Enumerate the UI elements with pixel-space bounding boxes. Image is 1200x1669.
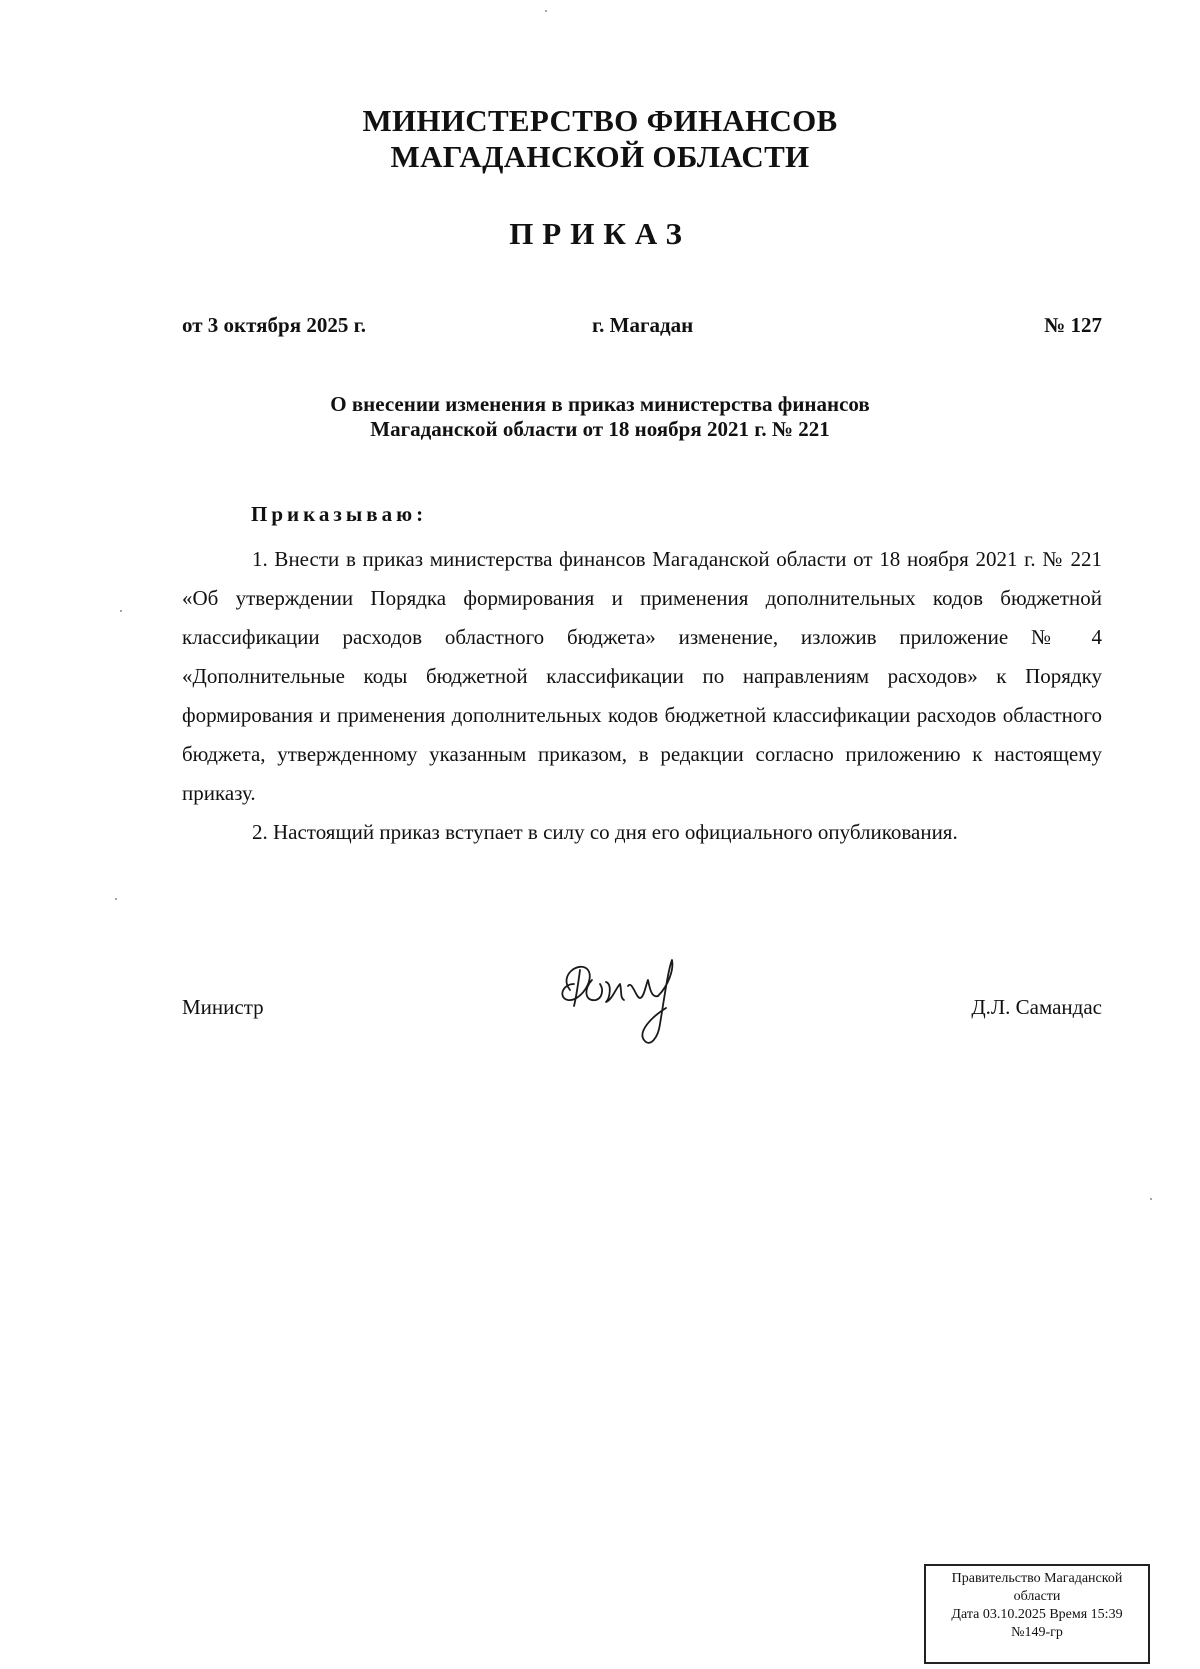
document-subject [0,392,1200,442]
scan-speck [115,898,117,900]
ministry-header [0,103,1200,175]
document-type-title: ПРИКАЗ [509,216,691,251]
scan-speck [545,10,547,12]
ministry-name-line1: МИНИСТЕРСТВО ФИНАНСОВ [362,103,838,138]
stamp-line2: области [1013,1589,1061,1604]
ministry-name-line2: МАГАДАНСКОЙ ОБЛАСТИ [390,139,810,174]
subject-line1: О внесении изменения в приказ министерства финансов [330,392,870,416]
paragraph-2: 2. Настоящий приказ вступает в силу со дня его официального опубликования. [252,820,958,844]
document-city: г. Магадан [592,313,694,337]
handwritten-signature [540,940,710,1055]
stamp-line4: №149-гр [1011,1625,1063,1640]
paragraph-1: 1. Внести в приказ министерства финансов Магаданской области от 18 ноября 2021 г. № 221 «Об утверждении Порядка формирования и применения дополнительных кодов бюджетной классификации расходов областного бюджета» изменение, изложив приложение № 4 «Дополнительные коды бюджетной классификации по направлениям расходов» к Порядку формирования и применения дополнительных кодов бюджетной классификации расходов областного бюджета, утвержденному указанным приказом, в редакции согласно приложению к настоящему приказу. [182,547,1102,805]
signer-name: Д.Л. Самандас [971,995,1102,1019]
scan-speck [1150,1198,1152,1200]
document-meta-row [182,313,1102,343]
signer-position: Министр [182,995,264,1019]
stamp-line3: Дата 03.10.2025 Время 15:39 [951,1607,1123,1622]
stamp-line1: Правительство Магаданской [951,1571,1123,1586]
registration-stamp [924,1564,1150,1664]
document-number: № 127 [1044,313,1102,337]
order-directive: Приказываю: [251,502,428,526]
scan-speck [120,610,122,612]
subject-line2: Магаданской области от 18 ноября 2021 г. № 221 [370,417,830,441]
document-date: от 3 октября 2025 г. [182,313,366,337]
document-body [182,540,1102,852]
